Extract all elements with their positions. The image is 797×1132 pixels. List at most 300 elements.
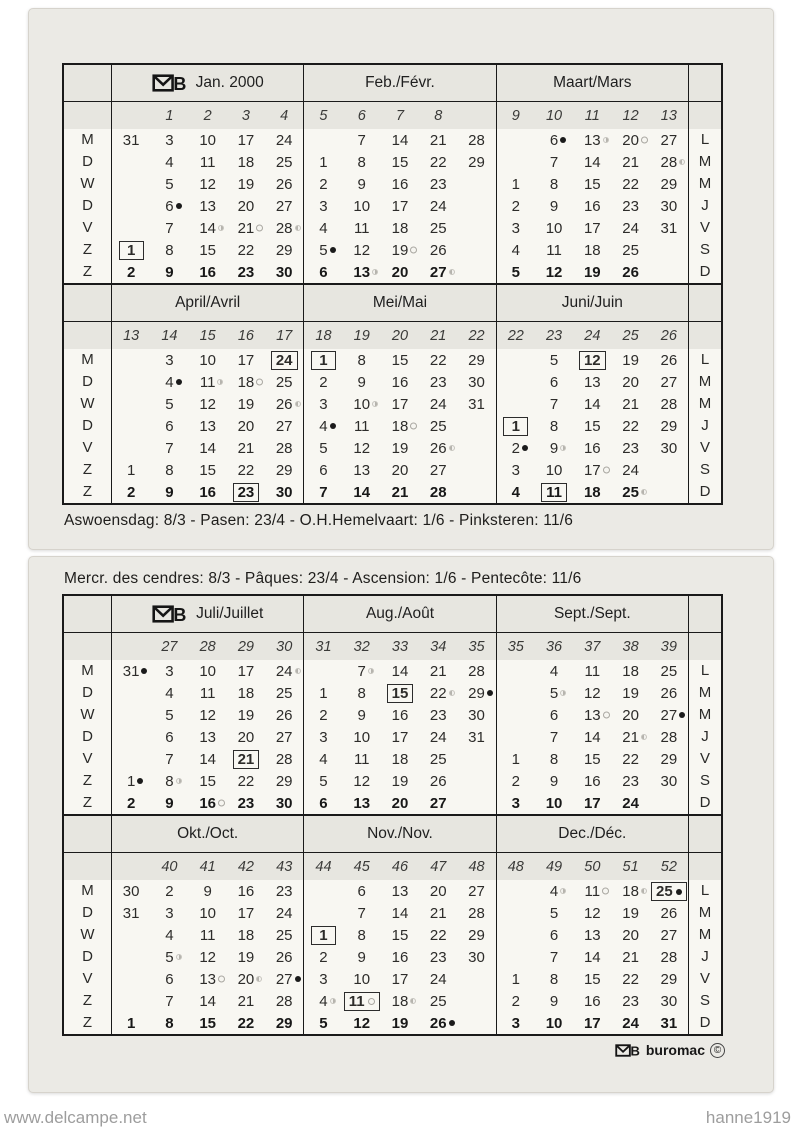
copyright-icon: © <box>710 1043 725 1058</box>
date-cell <box>381 418 419 435</box>
weekday-letter-dutch: D <box>82 684 93 701</box>
date-cell <box>304 351 342 370</box>
date-row <box>304 217 495 239</box>
quarter-block-apr-jun <box>64 283 721 503</box>
date-cell <box>419 729 457 746</box>
date-number: 25 <box>429 417 447 435</box>
date-cell <box>497 242 535 259</box>
date-cell <box>265 773 303 790</box>
date-number: 18 <box>392 993 409 1010</box>
date-number: 30 <box>468 948 485 966</box>
date-cell <box>573 751 611 768</box>
week-number: 37 <box>584 638 601 655</box>
week-numbers-row <box>497 102 688 129</box>
date-number: 2 <box>319 175 328 193</box>
new-moon-icon <box>679 712 685 718</box>
date-number: 14 <box>583 153 601 171</box>
date-number: 25 <box>429 992 447 1010</box>
date-cell <box>457 707 495 724</box>
date-cell <box>189 707 227 724</box>
week-numbers-row <box>304 102 495 129</box>
date-cell <box>150 927 188 944</box>
date-cell <box>381 132 419 149</box>
date-number: 5 <box>549 904 559 922</box>
date-cell <box>611 242 649 259</box>
date-number: 15 <box>391 351 409 369</box>
header-spacer <box>689 816 721 853</box>
date-cell <box>611 352 649 369</box>
date-number: 23 <box>429 373 447 391</box>
date-number: 17 <box>391 728 409 746</box>
date-cell <box>150 462 188 479</box>
date-cell <box>304 729 342 746</box>
date-number: 14 <box>583 948 601 966</box>
date-row <box>497 946 688 968</box>
date-cell <box>265 971 303 988</box>
date-cell <box>381 684 419 703</box>
month-header-jul <box>112 596 303 633</box>
date-number: 12 <box>199 948 216 966</box>
date-number: 9 <box>165 483 174 501</box>
date-cell <box>611 132 649 149</box>
date-row <box>497 682 688 704</box>
weekday-letter-dutch: M <box>81 351 94 368</box>
date-row <box>112 129 303 151</box>
date-number: 19 <box>237 395 255 413</box>
date-cell <box>343 663 381 680</box>
date-cell <box>535 685 573 702</box>
calendar-card-front <box>28 8 774 550</box>
date-cell <box>611 176 649 193</box>
date-cell <box>650 751 688 768</box>
date-row <box>497 151 688 173</box>
date-number: 6 <box>549 706 559 724</box>
week-number: 24 <box>584 327 601 344</box>
date-cell <box>189 773 227 790</box>
date-number: 9 <box>165 794 174 812</box>
date-number: 6 <box>549 373 559 391</box>
last-moon-icon <box>295 668 301 674</box>
date-row <box>497 459 688 481</box>
weekday-letter-french: J <box>701 197 709 214</box>
date-cell <box>150 905 188 922</box>
month-sep <box>496 596 688 814</box>
date-cell <box>265 663 303 680</box>
week-number: 39 <box>660 638 677 655</box>
date-cell <box>150 418 188 435</box>
date-number: 1 <box>319 153 328 171</box>
date-number: 22 <box>237 241 255 259</box>
date-number: 17 <box>391 197 409 215</box>
week-number: 3 <box>241 107 250 124</box>
date-cell <box>535 418 573 435</box>
weekday-letter-dutch: W <box>80 926 95 943</box>
date-row <box>497 924 688 946</box>
date-number: 14 <box>353 483 371 501</box>
month-apr <box>111 285 303 503</box>
date-number: 31 <box>660 1014 678 1032</box>
holiday-date: 1 <box>311 926 336 945</box>
date-cell <box>497 795 535 812</box>
date-cell <box>535 242 573 259</box>
date-cell <box>265 440 303 457</box>
date-cell <box>189 396 227 413</box>
week-number: 45 <box>353 858 370 875</box>
date-number: 9 <box>550 440 558 457</box>
holiday-date: 1 <box>311 351 336 370</box>
weekday-letter-french: S <box>699 992 710 1009</box>
date-cell <box>265 462 303 479</box>
date-cell <box>112 241 150 260</box>
date-number: 28 <box>468 131 485 149</box>
date-cell <box>419 883 457 900</box>
date-number: 25 <box>275 373 293 391</box>
date-number: 26 <box>430 1015 447 1032</box>
date-number: 4 <box>550 883 558 900</box>
date-cell <box>227 483 265 502</box>
date-row <box>304 946 495 968</box>
header-spacer <box>689 596 721 633</box>
date-cell <box>150 971 188 988</box>
date-number: 21 <box>622 729 639 746</box>
date-number: 9 <box>203 882 212 900</box>
new-moon-icon <box>522 445 528 451</box>
date-number: 10 <box>353 396 370 413</box>
date-row <box>497 349 688 371</box>
week-number: 46 <box>391 858 409 875</box>
date-number: 16 <box>237 882 255 900</box>
date-cell <box>343 971 381 988</box>
date-cell <box>611 663 649 680</box>
date-number: 8 <box>549 175 559 193</box>
last-moon-icon <box>295 225 301 231</box>
date-row <box>112 748 303 770</box>
date-cell <box>535 795 573 812</box>
header-spacer <box>64 816 111 853</box>
weekday-letter-french: L <box>700 351 710 368</box>
date-cell <box>189 993 227 1010</box>
date-row <box>112 660 303 682</box>
calendar-grid-jul-dec <box>62 594 723 1036</box>
weekday-column-dutch <box>64 816 111 1034</box>
week-numbers-row <box>304 853 495 880</box>
date-number: 21 <box>429 904 447 922</box>
month-dec <box>496 816 688 1034</box>
date-cell <box>419 198 457 215</box>
date-cell <box>611 751 649 768</box>
date-number: 17 <box>583 219 601 237</box>
date-cell <box>611 1015 649 1032</box>
date-cell <box>112 132 150 149</box>
date-number: 14 <box>199 439 216 457</box>
date-number: 11 <box>199 684 216 702</box>
date-cell <box>304 440 342 457</box>
date-cell <box>611 993 649 1010</box>
date-cell <box>343 905 381 922</box>
last-moon-icon <box>449 445 455 451</box>
date-number: 29 <box>660 970 678 988</box>
date-number: 6 <box>165 417 174 435</box>
date-number: 8 <box>165 241 174 259</box>
publisher-envelope-logo-icon <box>152 605 188 623</box>
last-moon-icon <box>641 489 647 495</box>
holiday-date: 25 <box>651 882 687 901</box>
date-cell <box>419 927 457 944</box>
date-row <box>304 924 495 946</box>
date-cell <box>650 1015 688 1032</box>
week-number: 10 <box>545 107 563 124</box>
date-cell <box>343 949 381 966</box>
date-row <box>112 726 303 748</box>
week-number: 32 <box>353 638 370 655</box>
date-cell <box>150 729 188 746</box>
week-numbers-row <box>497 853 688 880</box>
month-name: Dec./Déc. <box>558 825 627 842</box>
date-number: 20 <box>237 728 255 746</box>
date-cell <box>343 176 381 193</box>
date-number: 23 <box>622 992 639 1010</box>
weekday-letter-french: D <box>699 483 711 500</box>
date-number: 27 <box>275 197 293 215</box>
week-number: 19 <box>353 327 370 344</box>
date-number: 4 <box>165 374 173 391</box>
date-number: 3 <box>511 1014 520 1032</box>
date-row <box>304 968 495 990</box>
date-cell <box>611 220 649 237</box>
date-number: 23 <box>429 948 447 966</box>
month-mar <box>496 65 688 283</box>
date-cell <box>265 242 303 259</box>
date-number: 6 <box>319 263 328 281</box>
date-cell <box>304 396 342 413</box>
date-number: 30 <box>468 706 485 724</box>
date-cell <box>227 685 265 702</box>
date-row <box>112 349 303 371</box>
date-row <box>304 459 495 481</box>
weekday-letter-dutch: Z <box>82 992 93 1009</box>
date-cell <box>189 971 227 988</box>
new-moon-icon <box>330 247 336 253</box>
date-cell <box>304 707 342 724</box>
date-number: 28 <box>468 904 485 922</box>
date-row <box>497 792 688 814</box>
date-cell <box>112 484 150 501</box>
weekday-letter-french: J <box>701 728 709 745</box>
full-moon-icon <box>368 998 375 1005</box>
first-moon-icon <box>372 401 378 407</box>
weekday-letter-french: V <box>699 439 710 456</box>
date-row <box>112 990 303 1012</box>
full-moon-icon <box>602 888 609 895</box>
date-number: 24 <box>275 904 293 922</box>
week-number: 7 <box>395 107 405 124</box>
date-cell <box>419 462 457 479</box>
date-cell <box>265 374 303 391</box>
date-cell <box>189 462 227 479</box>
weekday-letter-dutch: W <box>80 706 95 723</box>
weekday-letter-dutch: D <box>82 728 93 745</box>
date-number: 31 <box>468 395 485 413</box>
date-row <box>112 437 303 459</box>
weekday-letter-french: L <box>700 662 710 679</box>
week-number: 49 <box>545 858 563 875</box>
date-number: 10 <box>353 197 371 215</box>
date-cell <box>419 1015 457 1032</box>
date-number: 12 <box>545 263 563 281</box>
date-number: 28 <box>429 483 447 501</box>
new-moon-icon <box>449 1020 455 1026</box>
date-cell <box>573 242 611 259</box>
date-number: 25 <box>275 684 293 702</box>
date-cell <box>650 220 688 237</box>
date-cell <box>150 220 188 237</box>
date-number: 5 <box>511 263 520 281</box>
date-row <box>112 924 303 946</box>
date-number: 24 <box>622 219 639 237</box>
date-number: 3 <box>165 131 174 149</box>
date-number: 12 <box>199 706 216 724</box>
date-number: 16 <box>583 439 601 457</box>
date-cell <box>150 773 188 790</box>
date-row <box>304 748 495 770</box>
date-cell <box>535 663 573 680</box>
date-number: 27 <box>660 131 678 149</box>
date-cell <box>457 132 495 149</box>
date-cell <box>265 729 303 746</box>
date-cell <box>189 905 227 922</box>
date-cell <box>535 352 573 369</box>
holiday-line-dutch: Aswoensdag: 8/3 - Pasen: 23/4 - O.H.Hemelvaart: 1/6 - Pinksteren: 11/6 <box>64 512 574 529</box>
date-number: 28 <box>275 750 293 768</box>
date-cell <box>189 927 227 944</box>
date-cell <box>650 949 688 966</box>
date-cell <box>265 132 303 149</box>
week-number: 48 <box>507 858 524 875</box>
date-number: 16 <box>583 992 601 1010</box>
date-cell <box>265 751 303 768</box>
date-number: 28 <box>661 154 678 171</box>
date-cell <box>381 795 419 812</box>
date-cell <box>611 685 649 702</box>
month-header-dec <box>497 816 688 853</box>
date-cell <box>419 374 457 391</box>
date-cell <box>573 176 611 193</box>
date-number: 6 <box>165 728 174 746</box>
date-cell <box>112 462 150 479</box>
date-number: 28 <box>660 728 678 746</box>
last-moon-icon <box>641 888 647 894</box>
date-number: 5 <box>165 706 174 724</box>
weekday-letter-french: M <box>698 706 712 723</box>
date-number: 14 <box>199 992 216 1010</box>
date-number: 27 <box>660 373 678 391</box>
last-moon-icon <box>295 401 301 407</box>
last-moon-icon <box>641 734 647 740</box>
date-number: 12 <box>199 175 216 193</box>
date-number: 9 <box>549 197 559 215</box>
date-cell <box>611 729 649 746</box>
date-cell <box>265 264 303 281</box>
date-number: 21 <box>429 131 447 149</box>
date-number: 1 <box>511 750 520 768</box>
date-row <box>304 682 495 704</box>
date-cell <box>343 1015 381 1032</box>
week-number: 30 <box>276 638 293 655</box>
quarter-block-jan-mar <box>64 65 721 283</box>
week-numbers-row <box>304 322 495 349</box>
date-cell <box>265 927 303 944</box>
date-cell <box>497 971 535 988</box>
week-number: 35 <box>507 638 524 655</box>
date-row <box>497 968 688 990</box>
date-row <box>304 129 495 151</box>
week-number: 38 <box>622 638 639 655</box>
date-cell <box>535 462 573 479</box>
date-cell <box>457 154 495 171</box>
date-number: 29 <box>468 153 485 171</box>
date-number: 7 <box>549 728 559 746</box>
date-row <box>497 704 688 726</box>
date-cell <box>419 264 457 281</box>
date-number: 17 <box>237 131 255 149</box>
date-row <box>497 217 688 239</box>
date-cell <box>535 220 573 237</box>
month-header-mar <box>497 65 688 102</box>
date-number: 29 <box>275 461 293 479</box>
date-number: 21 <box>429 662 447 680</box>
date-number: 22 <box>429 926 447 944</box>
date-cell <box>573 440 611 457</box>
date-number: 4 <box>511 241 520 259</box>
date-number: 13 <box>199 728 216 746</box>
date-number: 9 <box>549 992 559 1010</box>
date-number: 3 <box>165 662 174 680</box>
week-number: 41 <box>199 858 216 875</box>
holiday-date: 24 <box>271 351 298 370</box>
week-number: 52 <box>660 858 677 875</box>
date-cell <box>457 374 495 391</box>
date-cell <box>535 773 573 790</box>
date-number: 13 <box>584 707 601 724</box>
date-cell <box>227 198 265 215</box>
date-cell <box>265 685 303 702</box>
weekday-letter-dutch: Z <box>82 1014 93 1031</box>
date-number: 26 <box>429 772 447 790</box>
date-number: 23 <box>429 706 447 724</box>
date-cell <box>150 176 188 193</box>
date-number: 1 <box>511 175 520 193</box>
date-number: 24 <box>276 663 293 680</box>
date-number: 13 <box>584 132 601 149</box>
date-number: 3 <box>165 904 174 922</box>
date-cell <box>189 949 227 966</box>
date-cell <box>611 971 649 988</box>
first-moon-icon <box>217 379 223 385</box>
date-number: 1 <box>126 461 136 479</box>
date-number: 24 <box>429 970 447 988</box>
month-feb <box>303 65 495 283</box>
date-cell <box>343 685 381 702</box>
week-number: 18 <box>315 327 332 344</box>
week-number: 43 <box>276 858 293 875</box>
weekday-letter-dutch: Z <box>82 794 93 811</box>
date-cell <box>189 418 227 435</box>
date-cell <box>535 751 573 768</box>
date-cell <box>189 751 227 768</box>
weekday-letter-french: D <box>699 794 711 811</box>
weekday-letter-dutch: D <box>82 197 93 214</box>
date-row <box>304 437 495 459</box>
